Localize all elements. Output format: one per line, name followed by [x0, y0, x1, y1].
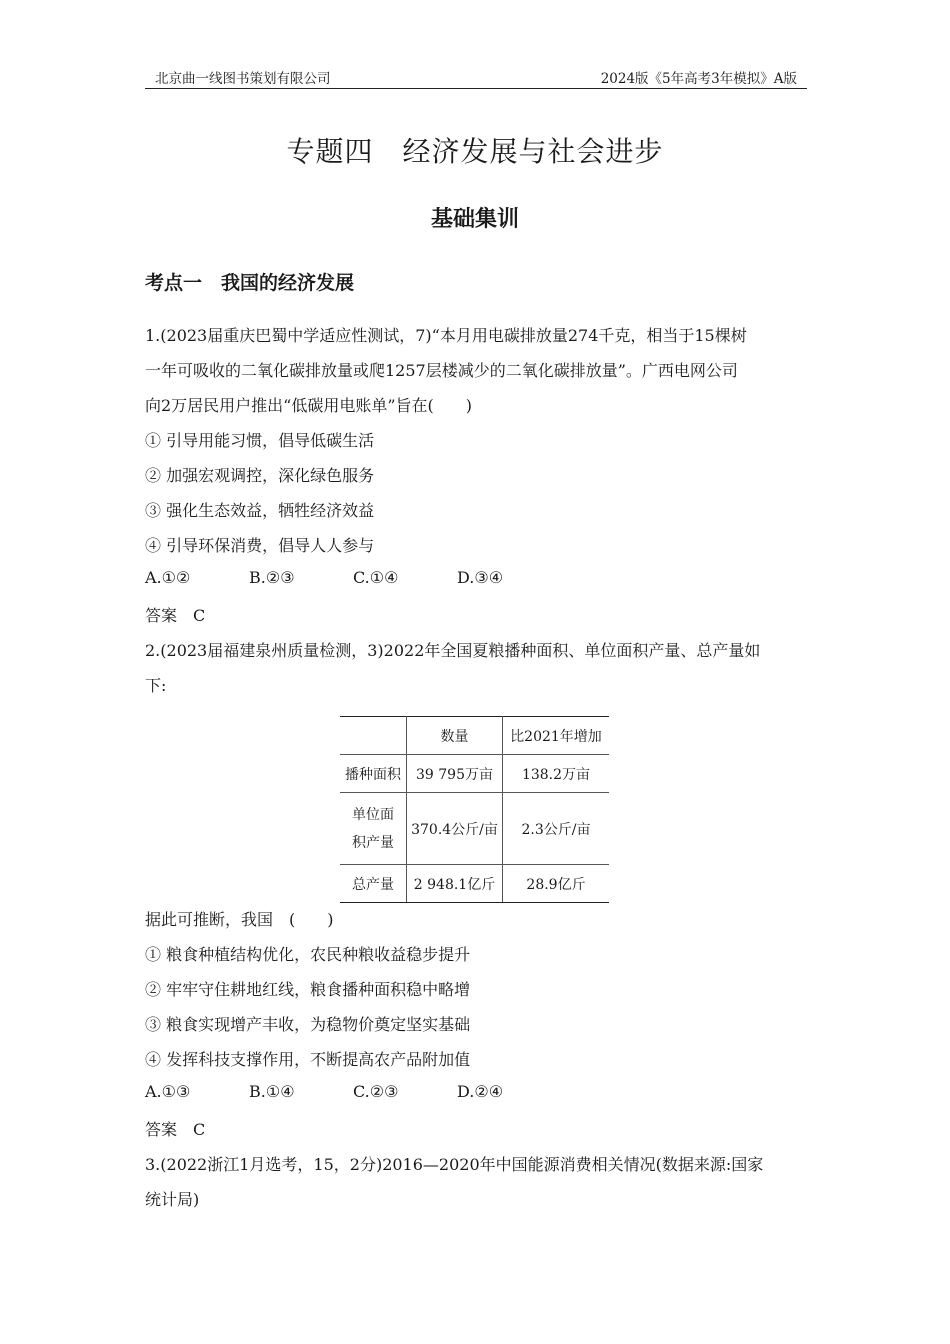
book-edition: 2024版《5年高考3年模拟》A版: [600, 71, 797, 87]
table-header-row: [340, 717, 609, 755]
table-cell-increase: 138.2万亩: [503, 755, 610, 793]
table-cell-increase: 28.9亿斤: [503, 865, 610, 903]
q1-stem-line: 一年可吸收的二氧化碳排放量或爬1257层楼减少的二氧化碳排放量”。广西电网公司: [145, 361, 738, 380]
q3-stem-line: 统计局): [145, 1190, 200, 1209]
q1-option-a: A.①②: [145, 568, 191, 587]
table-cell-increase: 2.3公斤/亩: [503, 793, 610, 865]
q2-option-d: D.②④: [457, 1082, 504, 1101]
table-header-cell: 数量: [407, 717, 503, 755]
q1-stem-line: 向2万居民用户推出“低碳用电账单”旨在( ): [145, 396, 473, 415]
table-header-cell: 比2021年增加: [503, 717, 610, 755]
page-subtitle: 基础集训: [430, 207, 519, 232]
table-row-label: 总产量: [340, 865, 407, 903]
q2-options: [145, 1082, 561, 1101]
q1-item: ④ 引导环保消费，倡导人人参与: [145, 536, 375, 555]
table-cell-quantity: 39 795万亩: [407, 755, 503, 793]
q2-item: ④ 发挥科技支撑作用，不断提高农产品附加值: [145, 1050, 471, 1069]
table-cell-quantity: 2 948.1亿斤: [407, 865, 503, 903]
table-row: [340, 755, 609, 793]
q1-option-d: D.③④: [457, 568, 504, 587]
q2-question: 据此可推断，我国 ( ): [145, 910, 334, 929]
table-cell-quantity: 370.4公斤/亩: [407, 793, 503, 865]
q2-stem-line: 2.(2023届福建泉州质量检测，3)2022年全国夏粮播种面积、单位面积产量、总产量如: [145, 641, 761, 660]
table-row-label: 播种面积: [340, 755, 407, 793]
grain-data-table: [340, 716, 609, 903]
q2-item: ① 粮食种植结构优化，农民种粮收益稳步提升: [145, 945, 471, 964]
q1-option-c: C.①④: [353, 568, 399, 587]
q2-option-c: C.②③: [353, 1082, 399, 1101]
q2-option-a: A.①③: [145, 1082, 191, 1101]
q1-options: [145, 568, 561, 587]
q1-answer: 答案 C: [145, 606, 206, 625]
page-title: 专题四 经济发展与社会进步: [286, 135, 664, 168]
q2-option-b: B.①④: [249, 1082, 295, 1101]
q2-item: ② 牢牢守住耕地红线，粮食播种面积稳中略增: [145, 980, 471, 999]
q1-item: ② 加强宏观调控，深化绿色服务: [145, 466, 375, 485]
q2-answer: 答案 C: [145, 1120, 206, 1139]
table-row: [340, 793, 609, 865]
page-header: [145, 66, 807, 89]
q2-stem-line: 下:: [145, 676, 167, 695]
q2-item: ③ 粮食实现增产丰收，为稳物价奠定坚实基础: [145, 1015, 471, 1034]
table-row: [340, 865, 609, 903]
publisher-name: 北京曲一线图书策划有限公司: [155, 71, 331, 87]
section-heading: 考点一 我国的经济发展: [145, 272, 355, 294]
table-row-label: 单位面 积产量: [340, 793, 407, 865]
q1-item: ① 引导用能习惯，倡导低碳生活: [145, 431, 375, 450]
q1-option-b: B.②③: [249, 568, 295, 587]
q3-stem-line: 3.(2022浙江1月选考，15，2分)2016—2020年中国能源消费相关情况(数据来源:国家: [145, 1155, 764, 1174]
q1-item: ③ 强化生态效益，牺牲经济效益: [145, 501, 375, 520]
table-header-cell: [340, 717, 407, 755]
q1-stem-line: 1.(2023届重庆巴蜀中学适应性测试，7)“本月用电碳排放量274千克，相当于15棵树: [145, 326, 747, 345]
